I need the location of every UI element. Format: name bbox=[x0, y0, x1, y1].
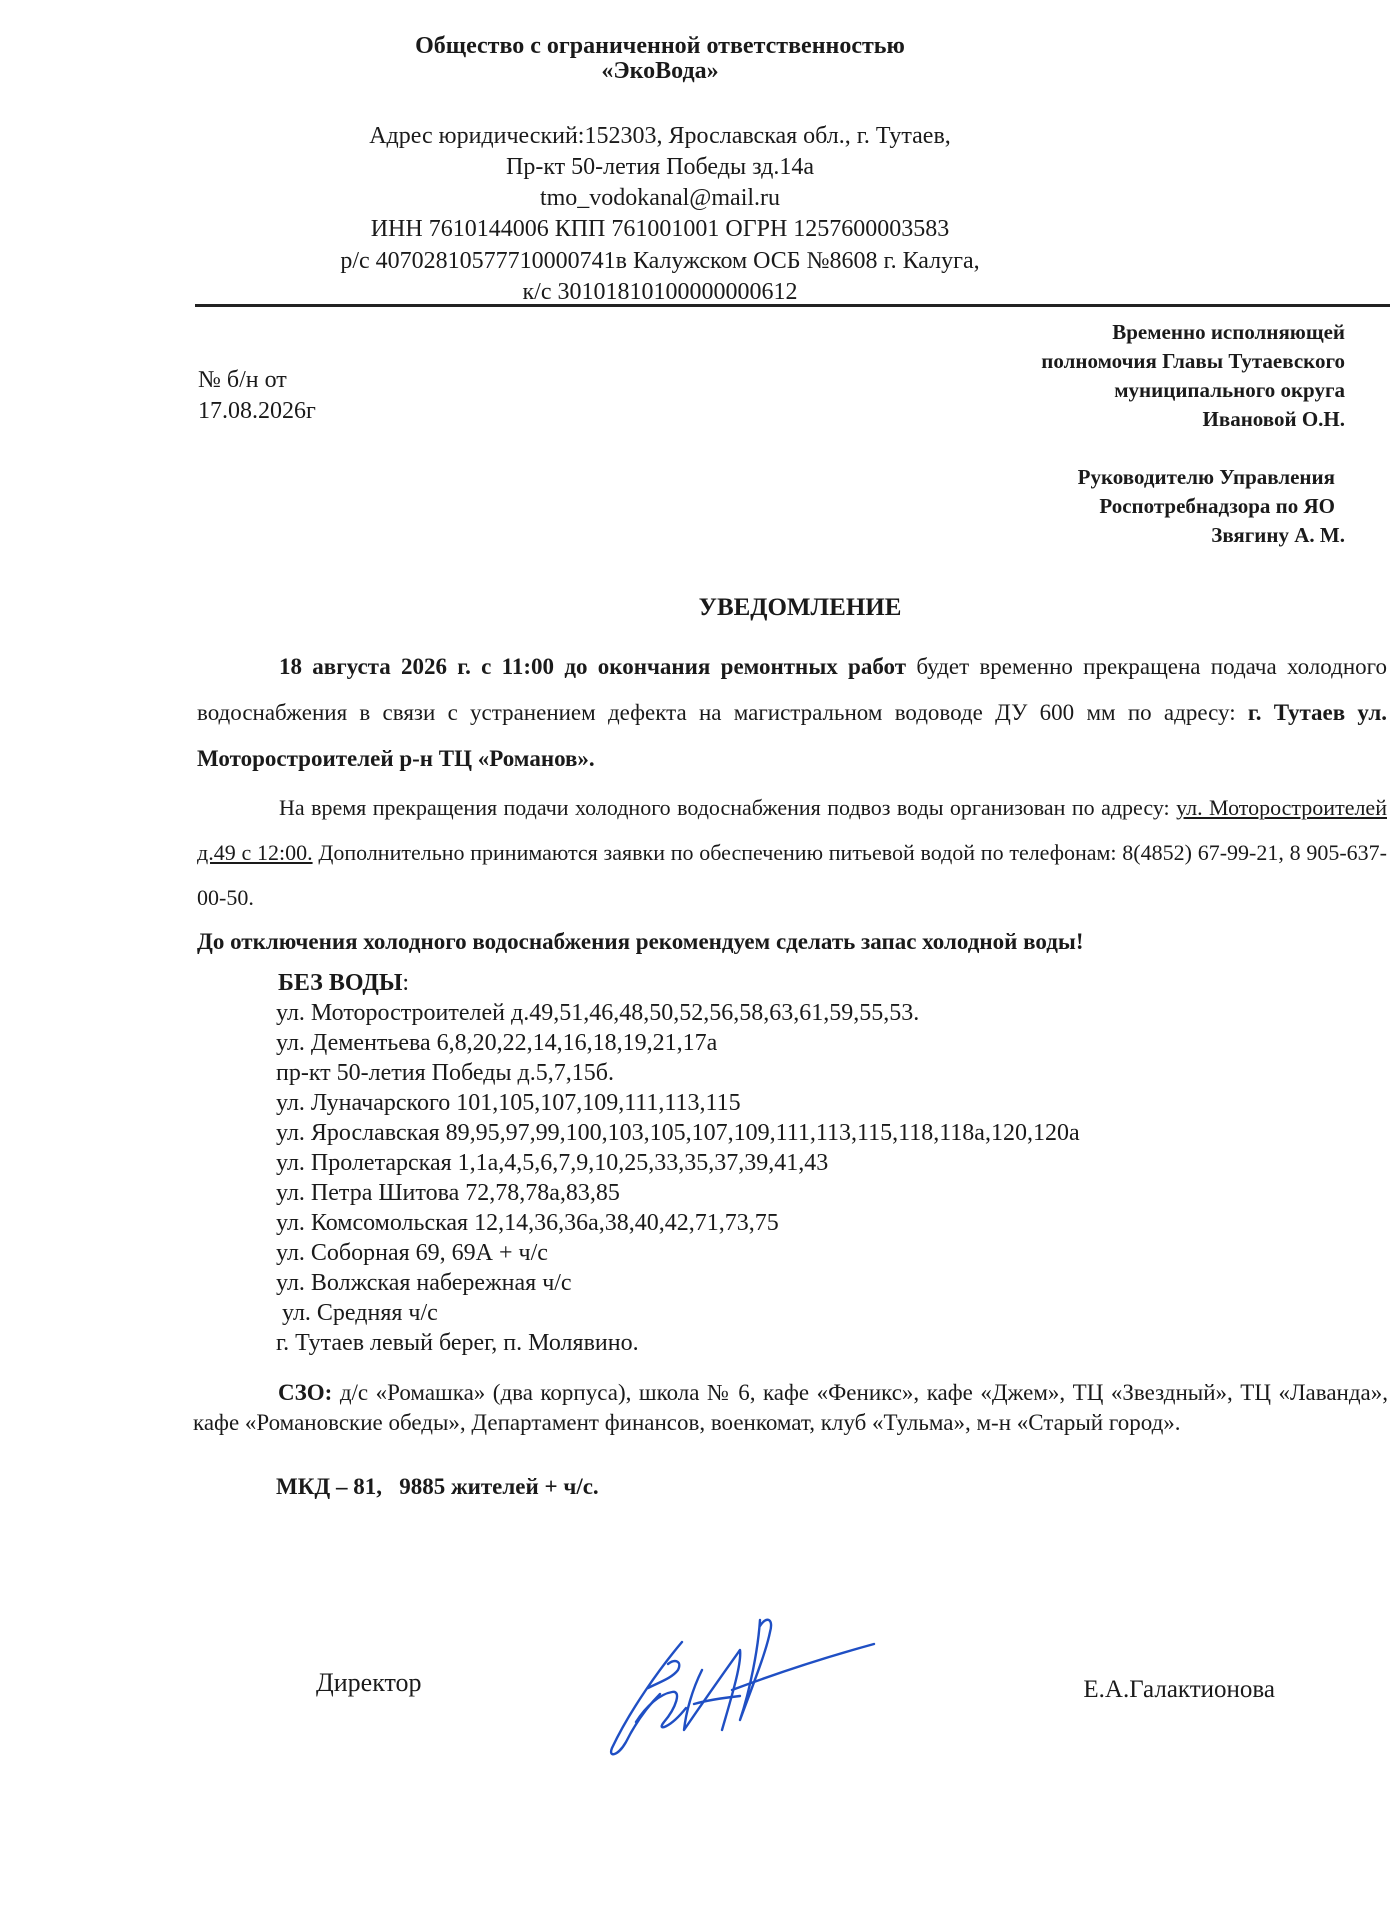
doc-date: 17.08.2026г bbox=[198, 398, 316, 424]
paragraph-water-delivery bbox=[197, 785, 1387, 920]
bank-line2: к/с 30101810100000000612 bbox=[522, 279, 798, 305]
list-item: ул. Комсомольская 12,14,36,36а,38,40,42,71,73,75 bbox=[276, 1210, 779, 1236]
ids-line: ИНН 7610144006 КПП 761001001 ОГРН 1257600003583 bbox=[370, 216, 950, 242]
list-item: ул. Петра Шитова 72,78,78а,83,85 bbox=[276, 1180, 620, 1206]
recipient1-line3: муниципального округа bbox=[1114, 378, 1345, 402]
without-water-heading bbox=[278, 968, 409, 998]
doc-number: № б/н от bbox=[198, 367, 287, 393]
signer-position: Директор bbox=[316, 1668, 422, 1697]
list-item: ул. Соборная 69, 69А + ч/с bbox=[276, 1240, 548, 1266]
recipient2-line2: Роспотребнадзора по ЯО bbox=[1099, 494, 1335, 518]
notice-text: будет временно прекращена подача холодного водоснабжения в связи с устранением дефекта на магистральном водоводе ДУ 600 мм по адресу: bbox=[197, 654, 1387, 725]
header-divider bbox=[195, 304, 1390, 307]
mkd-summary: МКД – 81, 9885 жителей + ч/с. bbox=[276, 1474, 599, 1499]
szo-text: д/с «Ромашка» (два корпуса), школа № 6, кафе «Феникс», кафе «Джем», ТЦ «Звездный», ТЦ «Лаванда», кафе «Романовские обеды», Департамент финансов, военкомат, клуб «Тульма», м-н «Старый город». bbox=[193, 1380, 1388, 1435]
recipient2-line1: Руководителю Управления bbox=[1077, 465, 1335, 489]
recipient2-line3: Звягину А. М. bbox=[1211, 523, 1345, 547]
list-item: ул. Средняя ч/с bbox=[276, 1300, 438, 1326]
org-name-line1: Общество с ограниченной ответственностью bbox=[415, 33, 905, 59]
notice-address: г. Тутаев ул. Моторостроителей р-н ТЦ «Романов». bbox=[197, 700, 1387, 771]
notice-datetime: 18 августа 2026 г. с 11:00 до окончания ремонтных работ bbox=[279, 654, 907, 679]
recipient1-line4: Ивановой О.Н. bbox=[1202, 407, 1345, 431]
list-item: ул. Ярославская 89,95,97,99,100,103,105,107,109,111,113,115,118,118а,120,120а bbox=[276, 1120, 1080, 1146]
email-line: tmo_vodokanal@mail.ru bbox=[539, 185, 781, 211]
list-item: ул. Волжская набережная ч/с bbox=[276, 1270, 572, 1296]
bank-line1: р/с 40702810577710000741в Калужском ОСБ №8608 г. Калуга, bbox=[340, 248, 980, 274]
delivery-text: На время прекращения подачи холодного водоснабжения подвоз воды организован по адресу: bbox=[279, 795, 1177, 820]
without-water-colon: : bbox=[402, 970, 410, 996]
paragraph-notice bbox=[197, 644, 1387, 782]
street-list bbox=[276, 998, 1376, 1358]
org-name-line2: «ЭкоВода» bbox=[601, 58, 719, 84]
list-item: пр-кт 50-летия Победы д.5,7,15б. bbox=[276, 1060, 614, 1086]
warning-recommendation: До отключения холодного водоснабжения рекомендуем сделать запас холодной воды! bbox=[197, 929, 1084, 954]
paragraph-social-objects bbox=[193, 1378, 1388, 1438]
address-line1: Адрес юридический:152303, Ярославская обл., г. Тутаев, bbox=[369, 123, 951, 149]
list-item: ул. Пролетарская 1,1а,4,5,6,7,9,10,25,33,35,37,39,41,43 bbox=[276, 1150, 829, 1176]
list-item: ул. Моторостроителей д.49,51,46,48,50,52,56,58,63,61,59,55,53. bbox=[276, 1000, 920, 1026]
delivery-phones: Дополнительно принимаются заявки по обеспечению питьевой водой по телефонам: 8(4852) 67-99-21, 8 905-637-00-50. bbox=[197, 840, 1387, 910]
handwritten-signature bbox=[590, 1590, 890, 1770]
list-item: ул. Дементьева 6,8,20,22,14,16,18,19,21,17а bbox=[276, 1030, 718, 1056]
list-item: г. Тутаев левый берег, п. Молявино. bbox=[276, 1330, 639, 1356]
recipient1-line1: Временно исполняющей bbox=[1112, 320, 1345, 344]
address-line2: Пр-кт 50-летия Победы зд.14а bbox=[506, 154, 814, 180]
signer-name: Е.А.Галактионова bbox=[1083, 1676, 1275, 1703]
recipient1-line2: полномочия Главы Тутаевского bbox=[1041, 349, 1345, 373]
delivery-address: ул. Моторостроителей д.49 с 12:00. bbox=[197, 795, 1387, 865]
list-item: ул. Луначарского 101,105,107,109,111,113,115 bbox=[276, 1090, 741, 1116]
without-water-label: БЕЗ ВОДЫ bbox=[278, 970, 403, 996]
document-title: УВЕДОМЛЕНИЕ bbox=[698, 594, 902, 621]
szo-label: СЗО: bbox=[278, 1380, 333, 1405]
